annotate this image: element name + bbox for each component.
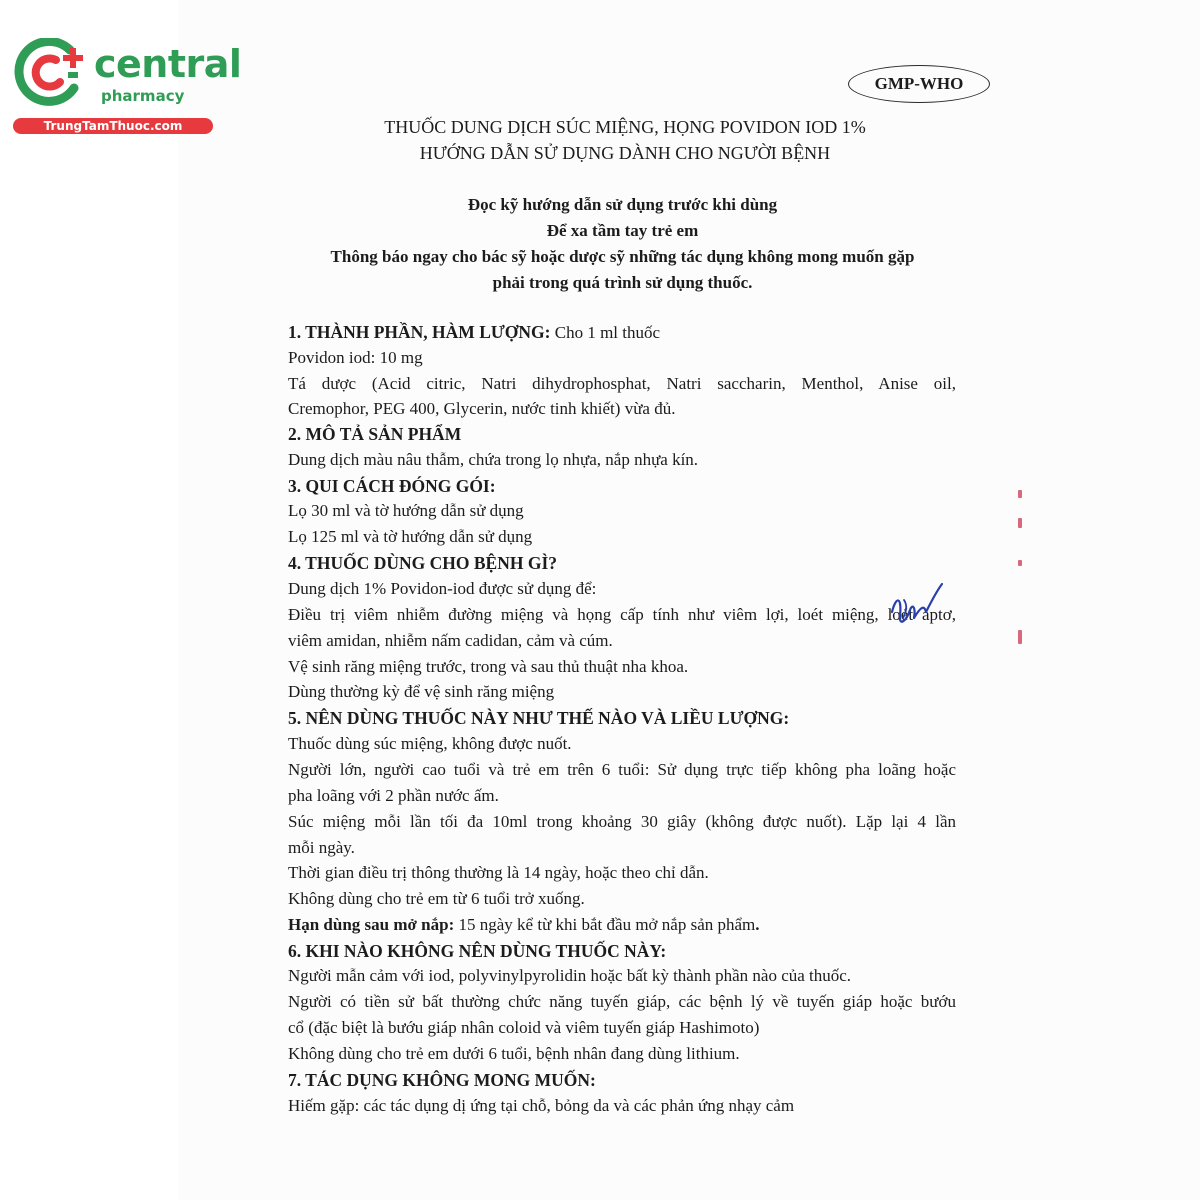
text-line: Dung dịch 1% Povidon-iod được sử dụng để: [288,579,597,598]
text-line: Vệ sinh răng miệng trước, trong và sau thủ thuật nha khoa. [288,657,689,676]
central-pharmacy-logo [10,38,242,138]
text-line: Người có tiền sử bất thường chức năng tuyến giáp, các bệnh lý về tuyến giáp hoặc bướu [288,992,956,1011]
text-line: Lọ 30 ml và tờ hướng dẫn sử dụng [288,501,524,520]
section-heading: 3. QUI CÁCH ĐÓNG GÓI: [288,476,496,496]
section-heading: 7. TÁC DỤNG KHÔNG MONG MUỐN: [288,1070,596,1090]
text-line: Tá dược (Acid citric, Natri dihydrophosphat, Natri saccharin, Menthol, Anise oil, [288,374,956,393]
brand-sub: pharmacy [101,87,185,105]
text-line: Súc miệng mỗi lần tối đa 10ml trong khoảng 30 giây (không được nuốt). Lặp lại 4 lần [288,812,956,831]
paper-edge-marks [1018,490,1023,660]
text-line: Povidon iod: 10 mg [288,348,423,367]
text-line: pha loãng với 2 phần nước ấm. [288,786,499,805]
shelf-life-line [288,912,956,938]
warning-line: Đọc kỹ hướng dẫn sử dụng trước khi dùng [467,195,778,214]
warning-line: phải trong quá trình sử dụng thuốc. [492,273,753,292]
central-logo-icon [10,38,90,106]
text-line: Hiếm gặp: các tác dụng dị ứng tại chỗ, bỏng da và các phản ứng nhạy cảm [288,1096,795,1115]
section-heading: 5. NÊN DÙNG THUỐC NÀY NHƯ THẾ NÀO VÀ LIỀU LƯỢNG: [288,708,790,728]
handwritten-initials [886,582,946,634]
text-line: Người mẫn cảm với iod, polyvinylpyrolidin hoặc bất kỳ thành phần nào của thuốc. [288,966,852,985]
shelf-life-label: Hạn dùng sau mở nắp: [288,915,455,934]
gmp-who-badge: GMP-WHO [848,65,990,103]
warning-line: Để xa tầm tay trẻ em [546,221,699,240]
section-heading: 2. MÔ TẢ SẢN PHẨM [288,424,462,444]
text-line: Thuốc dùng súc miệng, không được nuốt. [288,734,572,753]
section-heading-note: Cho 1 ml thuốc [550,323,661,342]
section-heading: 1. THÀNH PHẦN, HÀM LƯỢNG: [288,322,551,342]
text-line: Cremophor, PEG 400, Glycerin, nước tinh khiết) vừa đủ. [288,399,676,418]
text-line: Không dùng cho trẻ em dưới 6 tuổi, bệnh nhân đang dùng lithium. [288,1044,740,1063]
section-1-heading-line [288,319,956,346]
section-heading: 4. THUỐC DÙNG CHO BỆNH GÌ? [288,553,558,573]
text-line: Dùng thường kỳ để vệ sinh răng miệng [288,682,555,701]
text-line: Điều trị viêm nhiễm đường miệng và họng cấp tính như viêm lợi, loét miệng, loét aptơ, [288,605,956,624]
text-line: Thời gian điều trị thông thường là 14 ngày, hoặc theo chỉ dẫn. [288,863,709,882]
shelf-life-text: 15 ngày kể từ khi bắt đầu mở nắp sản phẩm [454,915,756,934]
text-line: viêm amidan, nhiễm nấm cadidan, cảm và cúm. [288,631,613,650]
text-line: mỗi ngày. [288,838,355,857]
document-title-line-1: THUỐC DUNG DỊCH SÚC MIỆNG, HỌNG POVIDON IOD 1% [384,117,866,137]
warning-line: Thông báo ngay cho bác sỹ hoặc dược sỹ những tác dụng không mong muốn gặp [330,247,915,266]
text-line: Không dùng cho trẻ em từ 6 tuổi trở xuống. [288,889,585,908]
brand-site: TrungTamThuoc.com [13,118,213,134]
section-heading: 6. KHI NÀO KHÔNG NÊN DÙNG THUỐC NÀY: [288,941,667,961]
text-line: Người lớn, người cao tuổi và trẻ em trên 6 tuổi: Sử dụng trực tiếp không pha loãng hoặc [288,760,956,779]
document-title-line-2: HƯỚNG DẪN SỬ DỤNG DÀNH CHO NGƯỜI BỆNH [419,143,831,163]
text-line: cổ (đặc biệt là bướu giáp nhân coloid và viêm tuyến giáp Hashimoto) [288,1018,760,1037]
shelf-life-end: . [755,915,760,934]
text-line: Lọ 125 ml và tờ hướng dẫn sử dụng [288,527,533,546]
text-line: Dung dịch màu nâu thẫm, chứa trong lọ nhựa, nắp nhựa kín. [288,450,699,469]
brand-name: central [94,42,242,86]
